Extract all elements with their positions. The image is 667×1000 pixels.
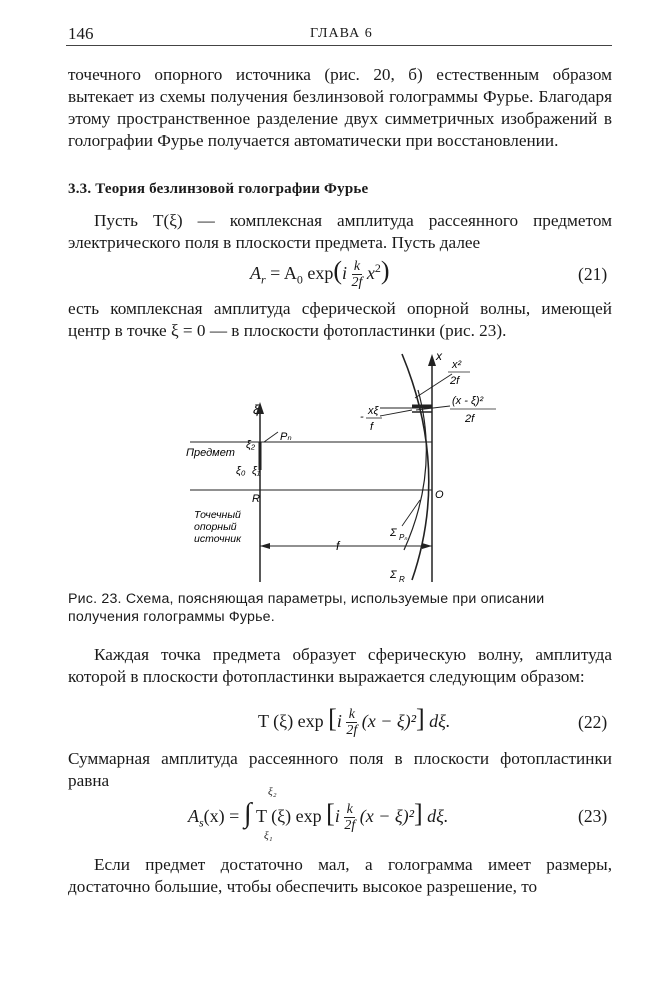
label-sigma-r: Σ [390, 569, 397, 581]
label-minus: - [360, 411, 364, 423]
paragraph-6: Если предмет достаточно мал, а голограмма имеет размеры, достаточно большие, чтобы обеспечить высокое разрешение, то [68, 855, 612, 896]
label-source-2: опорный [194, 521, 237, 533]
equation-23-number: (23) [578, 806, 608, 826]
equation-21: $A_r = A_0$ exp(i $\frac{k}{2f}$ $x^2$) [250, 256, 390, 291]
label-x2-den: 2f [450, 375, 460, 387]
figure-caption: Рис. 23. Схема, поясняющая параметры, используемые при описании получения голограммы Фурье. [68, 591, 545, 625]
label-o: O [435, 489, 444, 501]
paragraph-3: есть комплексная амплитуда сферической опорной волны, имеющей центр в точке ξ = 0 — в плоскости фотопластинки (рис. 23). [68, 299, 612, 340]
label-xxi-num: (x - ξ)² [452, 395, 484, 407]
label-xi0: ξ₀ [236, 465, 246, 477]
pn-leader [264, 432, 278, 442]
page-number: 146 [68, 24, 94, 43]
paragraph-1: точечного опорного источника (рис. 20, б) естественным образом вытекает из схемы получения безлинзовой голограммы Фурье. Благодаря этому пространственное разделение двух симметричных изображений в голографии Фурье получается автоматически при восстановлении. [68, 65, 612, 150]
integral-sign: ∫ [243, 798, 252, 829]
integral-lower: ξ₁ [264, 830, 273, 842]
equation-21-number: (21) [578, 264, 608, 284]
xi-axis-label: ξ [253, 402, 259, 417]
x-axis-label: x [436, 350, 442, 363]
running-head: ГЛАВА 6 [310, 26, 373, 41]
label-f: f [336, 539, 340, 553]
paragraph-4: Каждая точка предмета образует сферическую волну, амплитуда которой в плоскости фотопластинки выражается следующим образом: [68, 645, 612, 686]
label-xi1: ξ₁ [252, 465, 261, 477]
label-xi2: ξ₂ [246, 439, 256, 451]
label-sigma-r-sub: R [399, 575, 405, 584]
paragraph-2: Пусть T(ξ) — комплексная амплитуда рассеянного предметом электрического поля в плоскости предмета. Пусть далее [68, 211, 612, 252]
label-xxif-den: f [370, 421, 374, 433]
label-object: Предмет [186, 447, 235, 459]
label-xxi-den: 2f [465, 413, 475, 425]
f-arrow-right [422, 543, 432, 549]
label-source-1: Точечный [194, 509, 241, 521]
f-arrow-left [260, 543, 270, 549]
figure-23-diagram [180, 350, 510, 590]
equation-22-number: (22) [578, 712, 608, 732]
integral-upper: ξ₂ [268, 786, 277, 798]
leader-x2 [415, 374, 452, 398]
x-axis-arrow [428, 354, 436, 366]
label-pn: Pₙ [280, 431, 292, 443]
label-r: R [252, 493, 260, 505]
leader-xxif [380, 410, 412, 416]
section-title: 3.3. Теория безлинзовой голографии Фурье [68, 181, 369, 197]
equation-23: $A_s(x)$ = ∫ T (ξ) exp [i $\frac{k}{2f}$ (x − ξ)²] dξ. [188, 798, 449, 834]
header-rule [66, 45, 612, 46]
label-x2-num: x² [452, 359, 462, 371]
label-sigma-pn: Σ [390, 527, 397, 539]
equation-22: T (ξ) exp [i $\frac{k}{2f}$ (x − ξ)²] dξ. [258, 704, 451, 739]
sphere-sigma-pn [404, 390, 426, 550]
label-source-3: источник [194, 533, 242, 545]
paragraph-5: Суммарная амплитуда рассеянного поля в плоскости фотопластинки равна [68, 749, 612, 790]
label-sigma-pn-sub: Pₙ [399, 533, 408, 542]
label-xxif-num: xξ [368, 405, 379, 417]
